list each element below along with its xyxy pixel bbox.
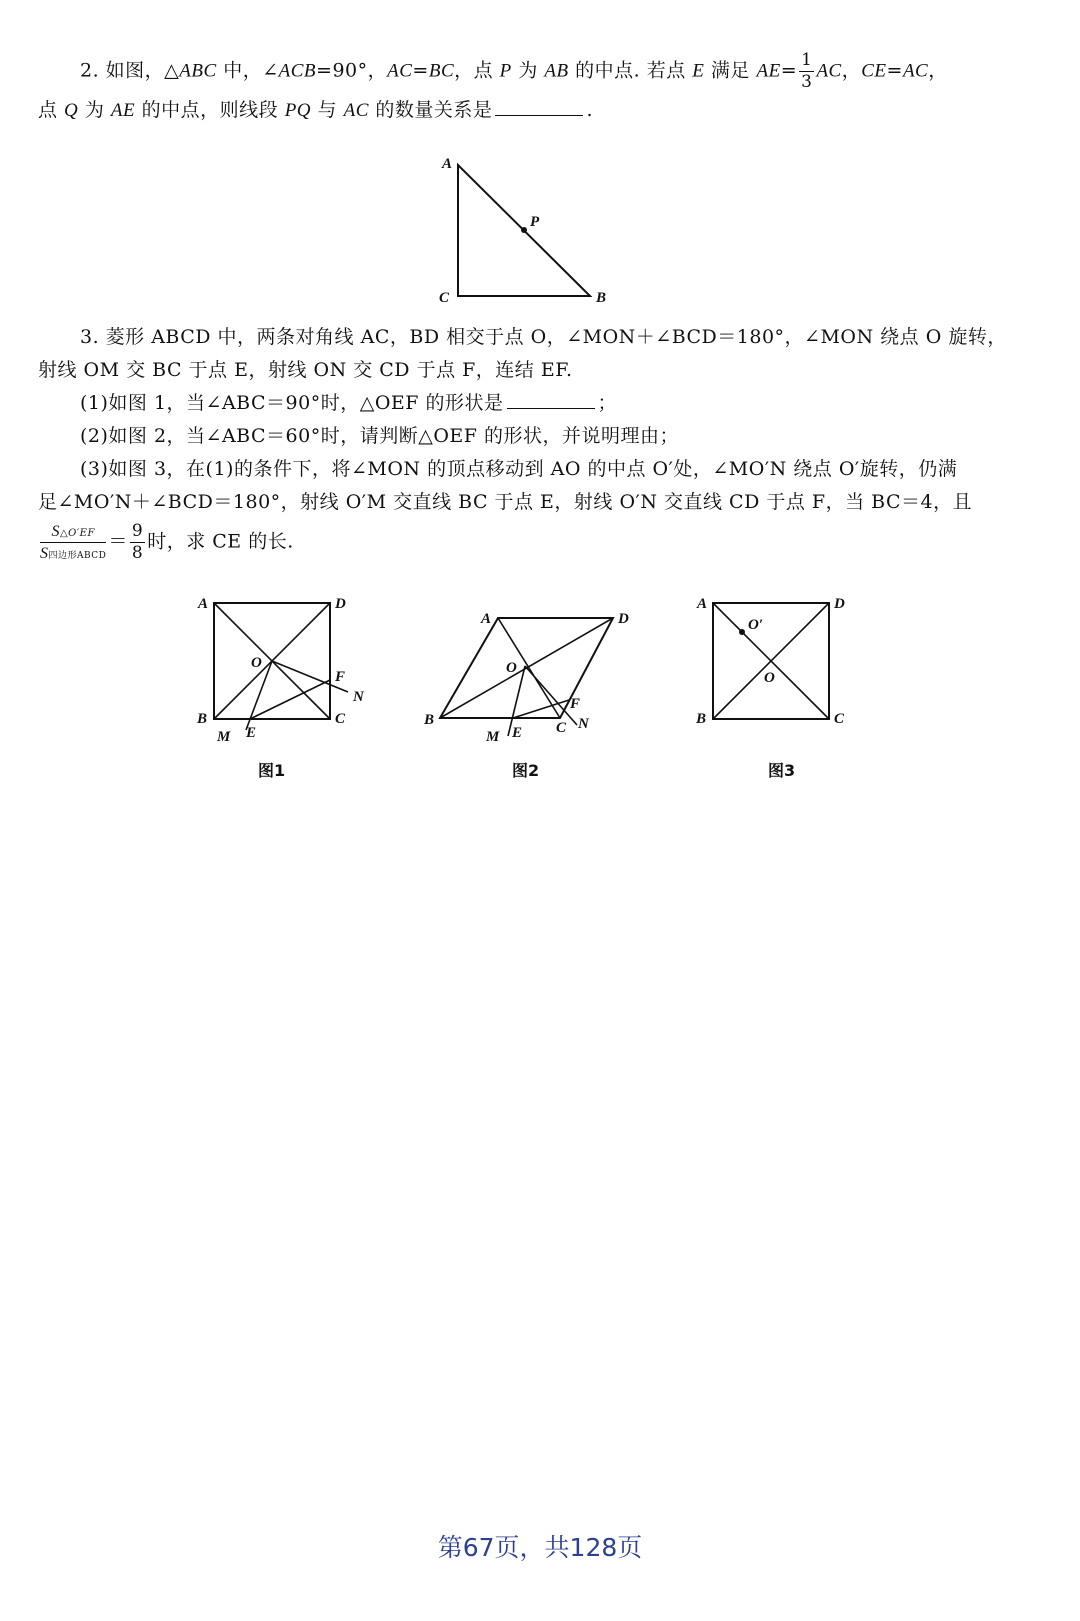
svg-text:O: O <box>764 670 775 686</box>
page-footer: 第67页，共128页 <box>437 1533 643 1562</box>
svg-text:C: C <box>335 711 346 727</box>
svg-text:F: F <box>335 669 346 685</box>
q3-line-2: 射线 OM 交 BC 于点 E，射线 ON 交 CD 于点 F，连结 EF. <box>38 359 573 381</box>
point-p <box>521 227 527 233</box>
svg-text:D: D <box>618 611 629 627</box>
answer-blank <box>495 97 583 116</box>
svg-text:D: D <box>834 596 845 612</box>
figure-3 <box>694 590 874 750</box>
svg-text:O: O <box>251 655 262 671</box>
svg-text:A: A <box>481 611 492 627</box>
figure-2 <box>420 600 640 760</box>
caption-figure-1: 图1 <box>258 761 286 780</box>
caption-figure-2: 图2 <box>512 761 540 780</box>
svg-text:B: B <box>424 712 435 728</box>
svg-text:D: D <box>335 596 346 612</box>
area-ratio-fraction: $\frac{S\triangle O'EF}{\text{S四边形ABCD}}$ <box>40 523 107 562</box>
q2-line-2: 点 Q 为 AE 的中点，则线段 PQ 与 AC 的数量关系是 . <box>38 99 593 121</box>
svg-text:A: A <box>697 596 708 612</box>
q2-line-1: 2. 如图，△ABC 中，∠ACB=90°，AC=BC，点 P 为 AB 的中点. 若点 E 满足 AE= $\frac{1}{3}$ AC，CE=AC， <box>80 50 948 92</box>
q3-part-2: (2)如图 2，当∠ABC＝60°时，请判断△OEF 的形状，并说明理由； <box>80 425 679 447</box>
figure-1 <box>195 590 375 750</box>
svg-text:A: A <box>198 596 209 612</box>
caption-figure-3: 图3 <box>768 761 796 780</box>
svg-text:B: B <box>696 711 707 727</box>
q3-part-3-line-2: 足∠MO′N＋∠BCD＝180°，射线 O′M 交直线 BC 于点 E，射线 O′N 交直线 CD 于点 F，当 BC＝4，且 <box>38 491 973 513</box>
q2-triangle-figure <box>430 150 650 320</box>
q2-fraction: $\frac{1}{3}$ <box>801 50 813 92</box>
svg-text:B: B <box>197 711 208 727</box>
svg-text:O′: O′ <box>748 617 764 633</box>
point-o-prime <box>739 629 745 635</box>
svg-text:N: N <box>353 689 364 705</box>
q3-line-1: 3. 菱形 ABCD 中，两条对角线 AC，BD 相交于点 O，∠MON＋∠BCD＝180°，∠MON 绕点 O 旋转， <box>80 326 1007 348</box>
svg-text:E: E <box>246 725 257 741</box>
svg-text:O: O <box>506 660 517 676</box>
svg-text:C: C <box>556 720 567 736</box>
svg-text:M: M <box>217 729 231 745</box>
q3-part-3-line-1: (3)如图 3，在(1)的条件下，将∠MON 的顶点移动到 AO 的中点 O′处，∠MO′N 绕点 O′旋转，仍满 <box>80 458 958 480</box>
label-b: B <box>596 290 607 306</box>
label-p: P <box>530 214 540 230</box>
svg-text:C: C <box>834 711 845 727</box>
svg-text:E: E <box>512 725 523 741</box>
ratio-value-fraction: $\frac{9}{8}$ <box>131 521 144 563</box>
label-a: A <box>442 156 453 172</box>
q3-part-3-line-3: $\frac{S\triangle O'EF}{\text{S四边形ABCD}}$ ＝ $\frac{9}{8}$ 时，求 CE 的长. <box>40 521 294 563</box>
label-c: C <box>439 290 450 306</box>
svg-text:M: M <box>486 729 500 745</box>
answer-blank <box>507 390 595 409</box>
svg-text:F: F <box>570 696 581 712</box>
svg-text:N: N <box>578 716 589 732</box>
q3-part-1: (1)如图 1，当∠ABC＝90°时，△OEF 的形状是 ； <box>80 392 618 414</box>
